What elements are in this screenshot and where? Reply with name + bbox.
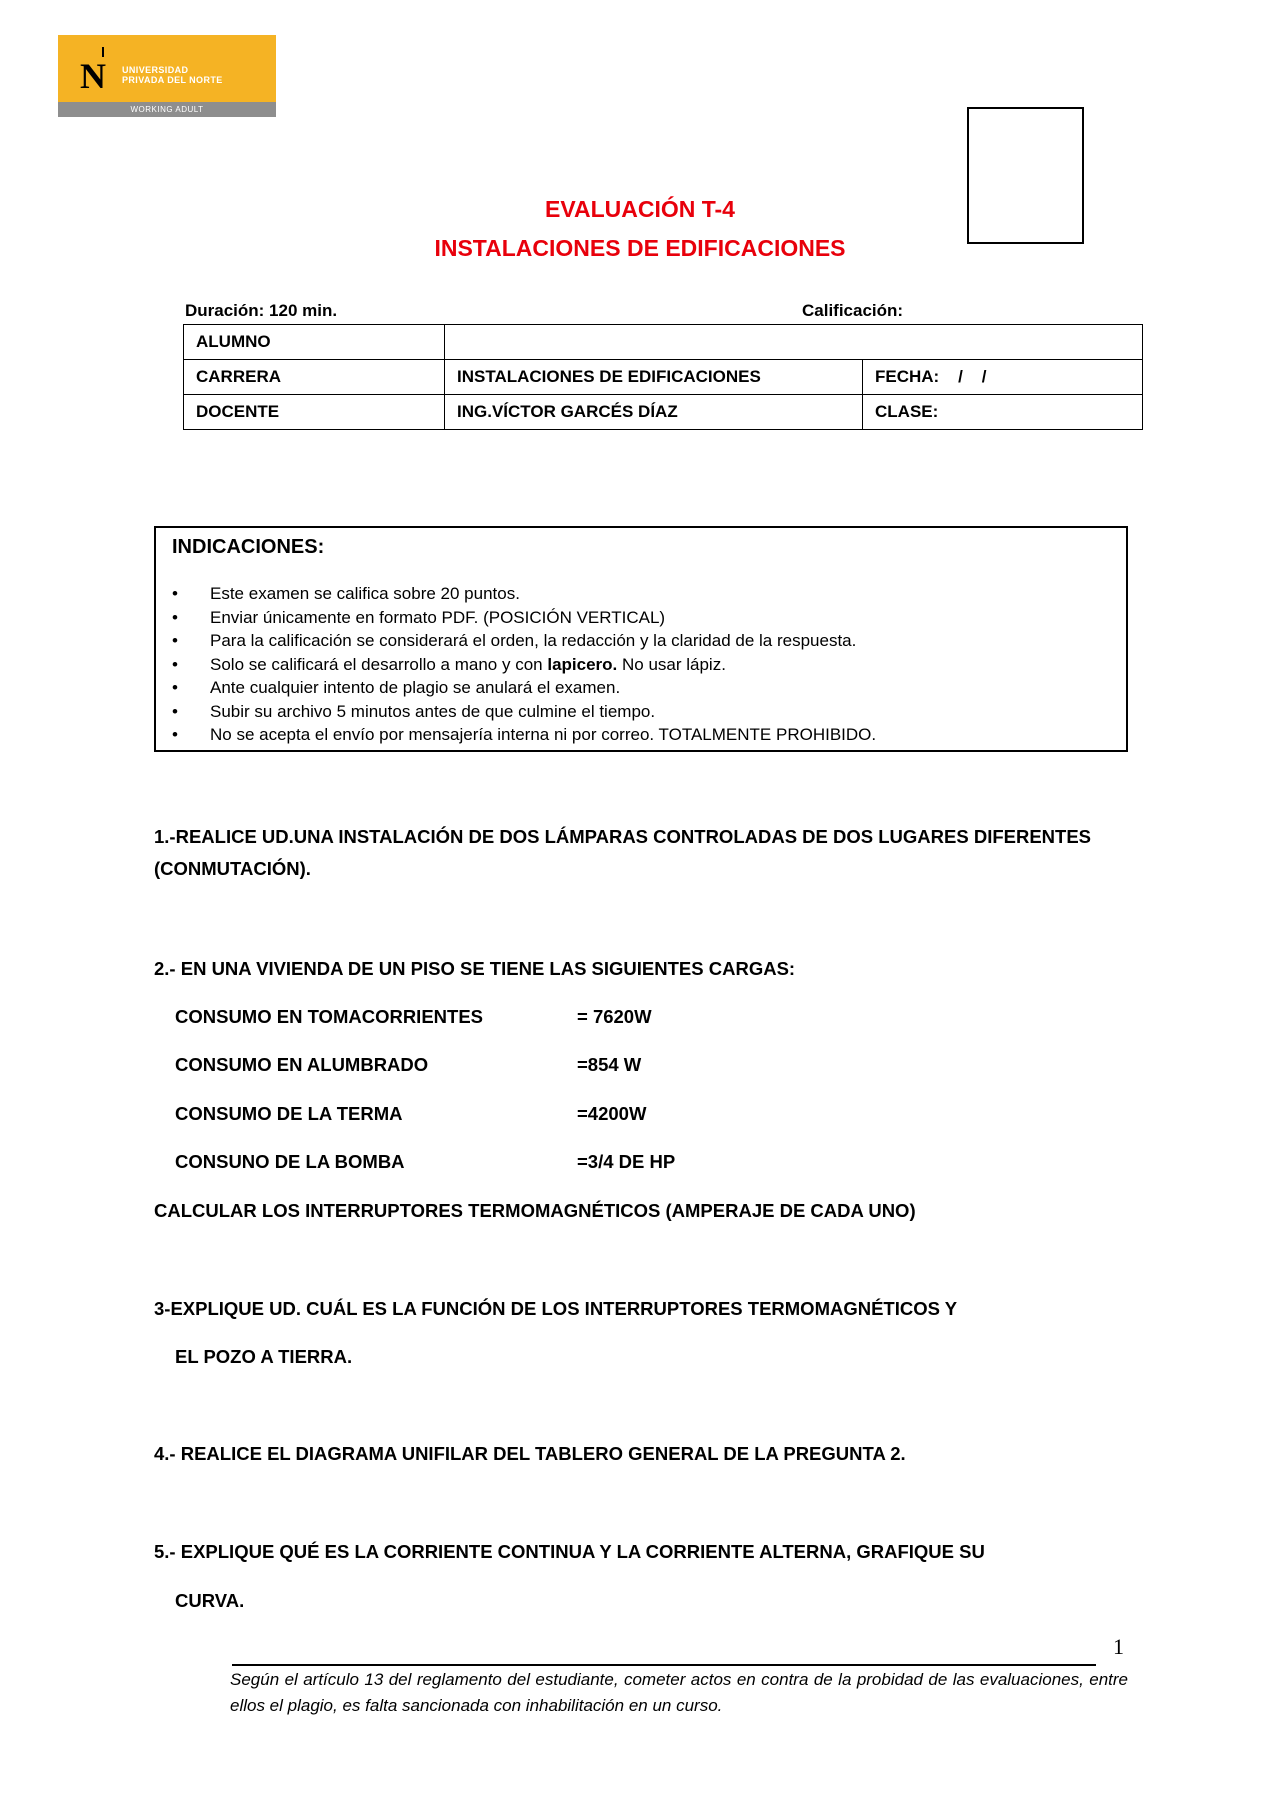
question-1-line-1: 1.-REALICE UD.UNA INSTALACIÓN DE DOS LÁMPARAS CONTROLADAS DE DOS LUGARES DIFERENTES xyxy=(154,826,1092,847)
indications-list xyxy=(172,582,876,747)
indications-title: INDICACIONES: xyxy=(172,536,325,558)
list-item-tail: No usar lápiz. xyxy=(617,654,726,674)
footer-note: Según el artículo 13 del reglamento del estudiante, cometer actos en contra de la probidad de las evaluaciones, entre ellos el plagio, es falta sancionada con inhabilitación en un curso. xyxy=(230,1670,1128,1715)
list-item xyxy=(172,653,876,677)
load-label: CONSUMO EN TOMACORRIENTES xyxy=(175,1006,484,1027)
footer-divider xyxy=(232,1664,1096,1666)
load-label: CONSUNO DE LA BOMBA xyxy=(175,1151,405,1172)
table-row xyxy=(184,360,1143,395)
logo-line-2: PRIVADA DEL NORTE xyxy=(122,75,223,85)
list-item: • No se acepta el envío por mensajería interna ni por correo. TOTALMENTE PROHIBIDO. xyxy=(172,723,876,747)
page-subtitle: INSTALACIONES DE EDIFICACIONES xyxy=(434,235,846,261)
page-number: 1 xyxy=(1113,1634,1124,1659)
load-value: =3/4 DE HP xyxy=(577,1151,676,1172)
docente-label: DOCENTE xyxy=(184,395,445,430)
question-4: 4.- REALICE EL DIAGRAMA UNIFILAR DEL TABLERO GENERAL DE LA PREGUNTA 2. xyxy=(154,1443,906,1464)
list-item: • Este examen se califica sobre 20 puntos. xyxy=(172,582,876,606)
clase-field[interactable] xyxy=(863,395,1143,430)
load-value: =854 W xyxy=(577,1054,642,1075)
load-label: CONSUMO EN ALUMBRADO xyxy=(175,1054,429,1075)
table-row xyxy=(184,325,1143,360)
university-logo xyxy=(58,35,276,117)
load-value: = 7620W xyxy=(577,1006,652,1027)
alumno-label: ALUMNO xyxy=(184,325,445,360)
question-2-task: CALCULAR LOS INTERRUPTORES TERMOMAGNÉTICOS (AMPERAJE DE CADA UNO) xyxy=(154,1200,916,1221)
list-item: • Ante cualquier intento de plagio se anulará el examen. xyxy=(172,676,876,700)
question-5-line-1: 5.- EXPLIQUE QUÉ ES LA CORRIENTE CONTINUA Y LA CORRIENTE ALTERNA, GRAFIQUE SU xyxy=(154,1541,985,1562)
logo-strip: WORKING ADULT xyxy=(58,102,276,117)
student-info-table xyxy=(183,324,1143,430)
fecha-field[interactable] xyxy=(863,360,1143,395)
list-item-text: Solo se calificará el desarrollo a mano y con xyxy=(210,654,548,674)
page-title: EVALUACIÓN T-4 xyxy=(545,196,735,222)
duration-label: Duración: 120 min. xyxy=(185,301,338,320)
load-label: CONSUMO DE LA TERMA xyxy=(175,1103,403,1124)
grade-label: Calificación: xyxy=(802,301,904,320)
list-item: • Enviar únicamente en formato PDF. (POSICIÓN VERTICAL) xyxy=(172,606,876,630)
question-3-line-1: 3-EXPLIQUE UD. CUÁL ES LA FUNCIÓN DE LOS INTERRUPTORES TERMOMAGNÉTICOS Y xyxy=(154,1298,958,1319)
logo-letter: N xyxy=(80,56,106,96)
fecha-label: FECHA: / / xyxy=(875,367,987,386)
list-item-bold: lapicero. xyxy=(547,654,618,674)
indications-box xyxy=(154,526,1128,752)
photo-box xyxy=(967,107,1084,244)
list-item: • Para la calificación se considerará el orden, la redacción y la claridad de la respuesta. xyxy=(172,629,876,653)
alumno-field[interactable] xyxy=(445,325,1143,360)
table-row xyxy=(184,395,1143,430)
question-5-line-2: CURVA. xyxy=(175,1590,245,1611)
docente-value: ING.VÍCTOR GARCÉS DÍAZ xyxy=(445,395,863,430)
clase-label: CLASE: xyxy=(875,402,939,421)
list-item: • Subir su archivo 5 minutos antes de que culmine el tiempo. xyxy=(172,700,876,724)
carrera-label: CARRERA xyxy=(184,360,445,395)
carrera-value: INSTALACIONES DE EDIFICACIONES xyxy=(445,360,863,395)
question-3-line-2: EL POZO A TIERRA. xyxy=(175,1346,353,1367)
logo-line-1: UNIVERSIDAD xyxy=(122,65,189,75)
question-2-title: 2.- EN UNA VIVIENDA DE UN PISO SE TIENE LAS SIGUIENTES CARGAS: xyxy=(154,958,796,979)
logo-text xyxy=(122,65,223,85)
question-1-line-2: (CONMUTACIÓN). xyxy=(154,858,311,879)
load-value: =4200W xyxy=(577,1103,647,1124)
